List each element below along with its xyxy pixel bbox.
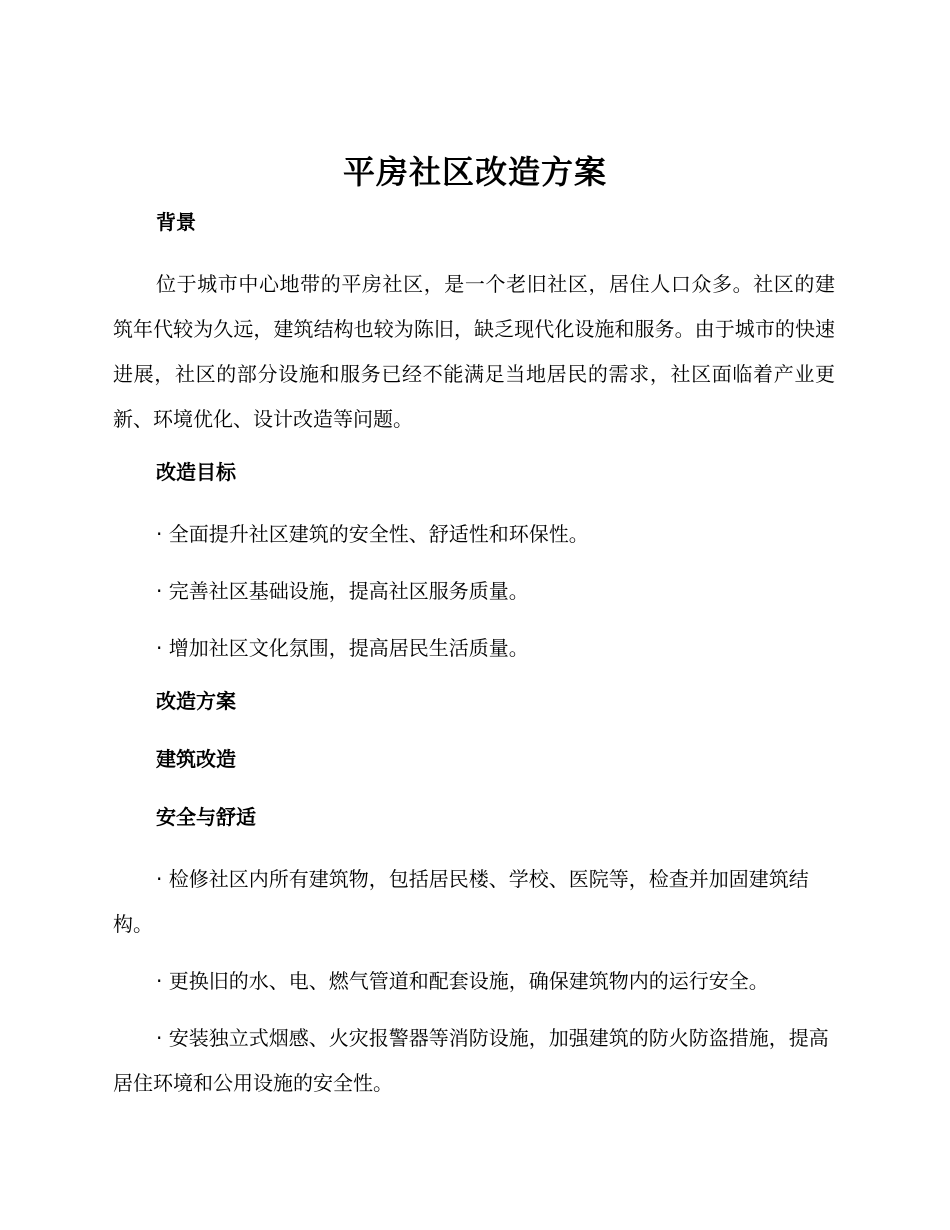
background-paragraph: 位于城市中心地带的平房社区，是一个老旧社区，居住人口众多。社区的建筑年代较为久远，建筑结构也较为陈旧，缺乏现代化设施和服务。由于城市的快速进展，社区的部分设施和服务已经不能满足当地居民的需求，社区面临着产业更新、环境优化、设计改造等问题。: [113, 272, 835, 431]
section-heading-goals: 改造目标: [156, 460, 236, 484]
goal-item: · 完善社区基础设施，提高社区服务质量。: [156, 579, 529, 603]
document-body: [113, 204, 835, 1118]
section-heading-plan: 改造方案: [156, 689, 236, 713]
safety-item: · 安装独立式烟感、火灾报警器等消防设施，加强建筑的防火防盗措施，提高居住环境和公用设施的安全性。: [113, 1026, 829, 1095]
section-heading-background: 背景: [156, 210, 196, 234]
safety-item: · 更换旧的水、电、燃气管道和配套设施，确保建筑物内的运行安全。: [156, 969, 769, 993]
document-title: 平房社区改造方案: [342, 153, 607, 191]
goal-item: · 增加社区文化氛围，提高居民生活质量。: [156, 636, 529, 660]
safety-item: · 检修社区内所有建筑物，包括居民楼、学校、医院等，检查并加固建筑结构。: [113, 867, 809, 936]
subsection-heading-building: 建筑改造: [156, 747, 236, 771]
goal-item: · 全面提升社区建筑的安全性、舒适性和环保性。: [156, 522, 589, 546]
subsection-heading-safety: 安全与舒适: [156, 805, 256, 829]
